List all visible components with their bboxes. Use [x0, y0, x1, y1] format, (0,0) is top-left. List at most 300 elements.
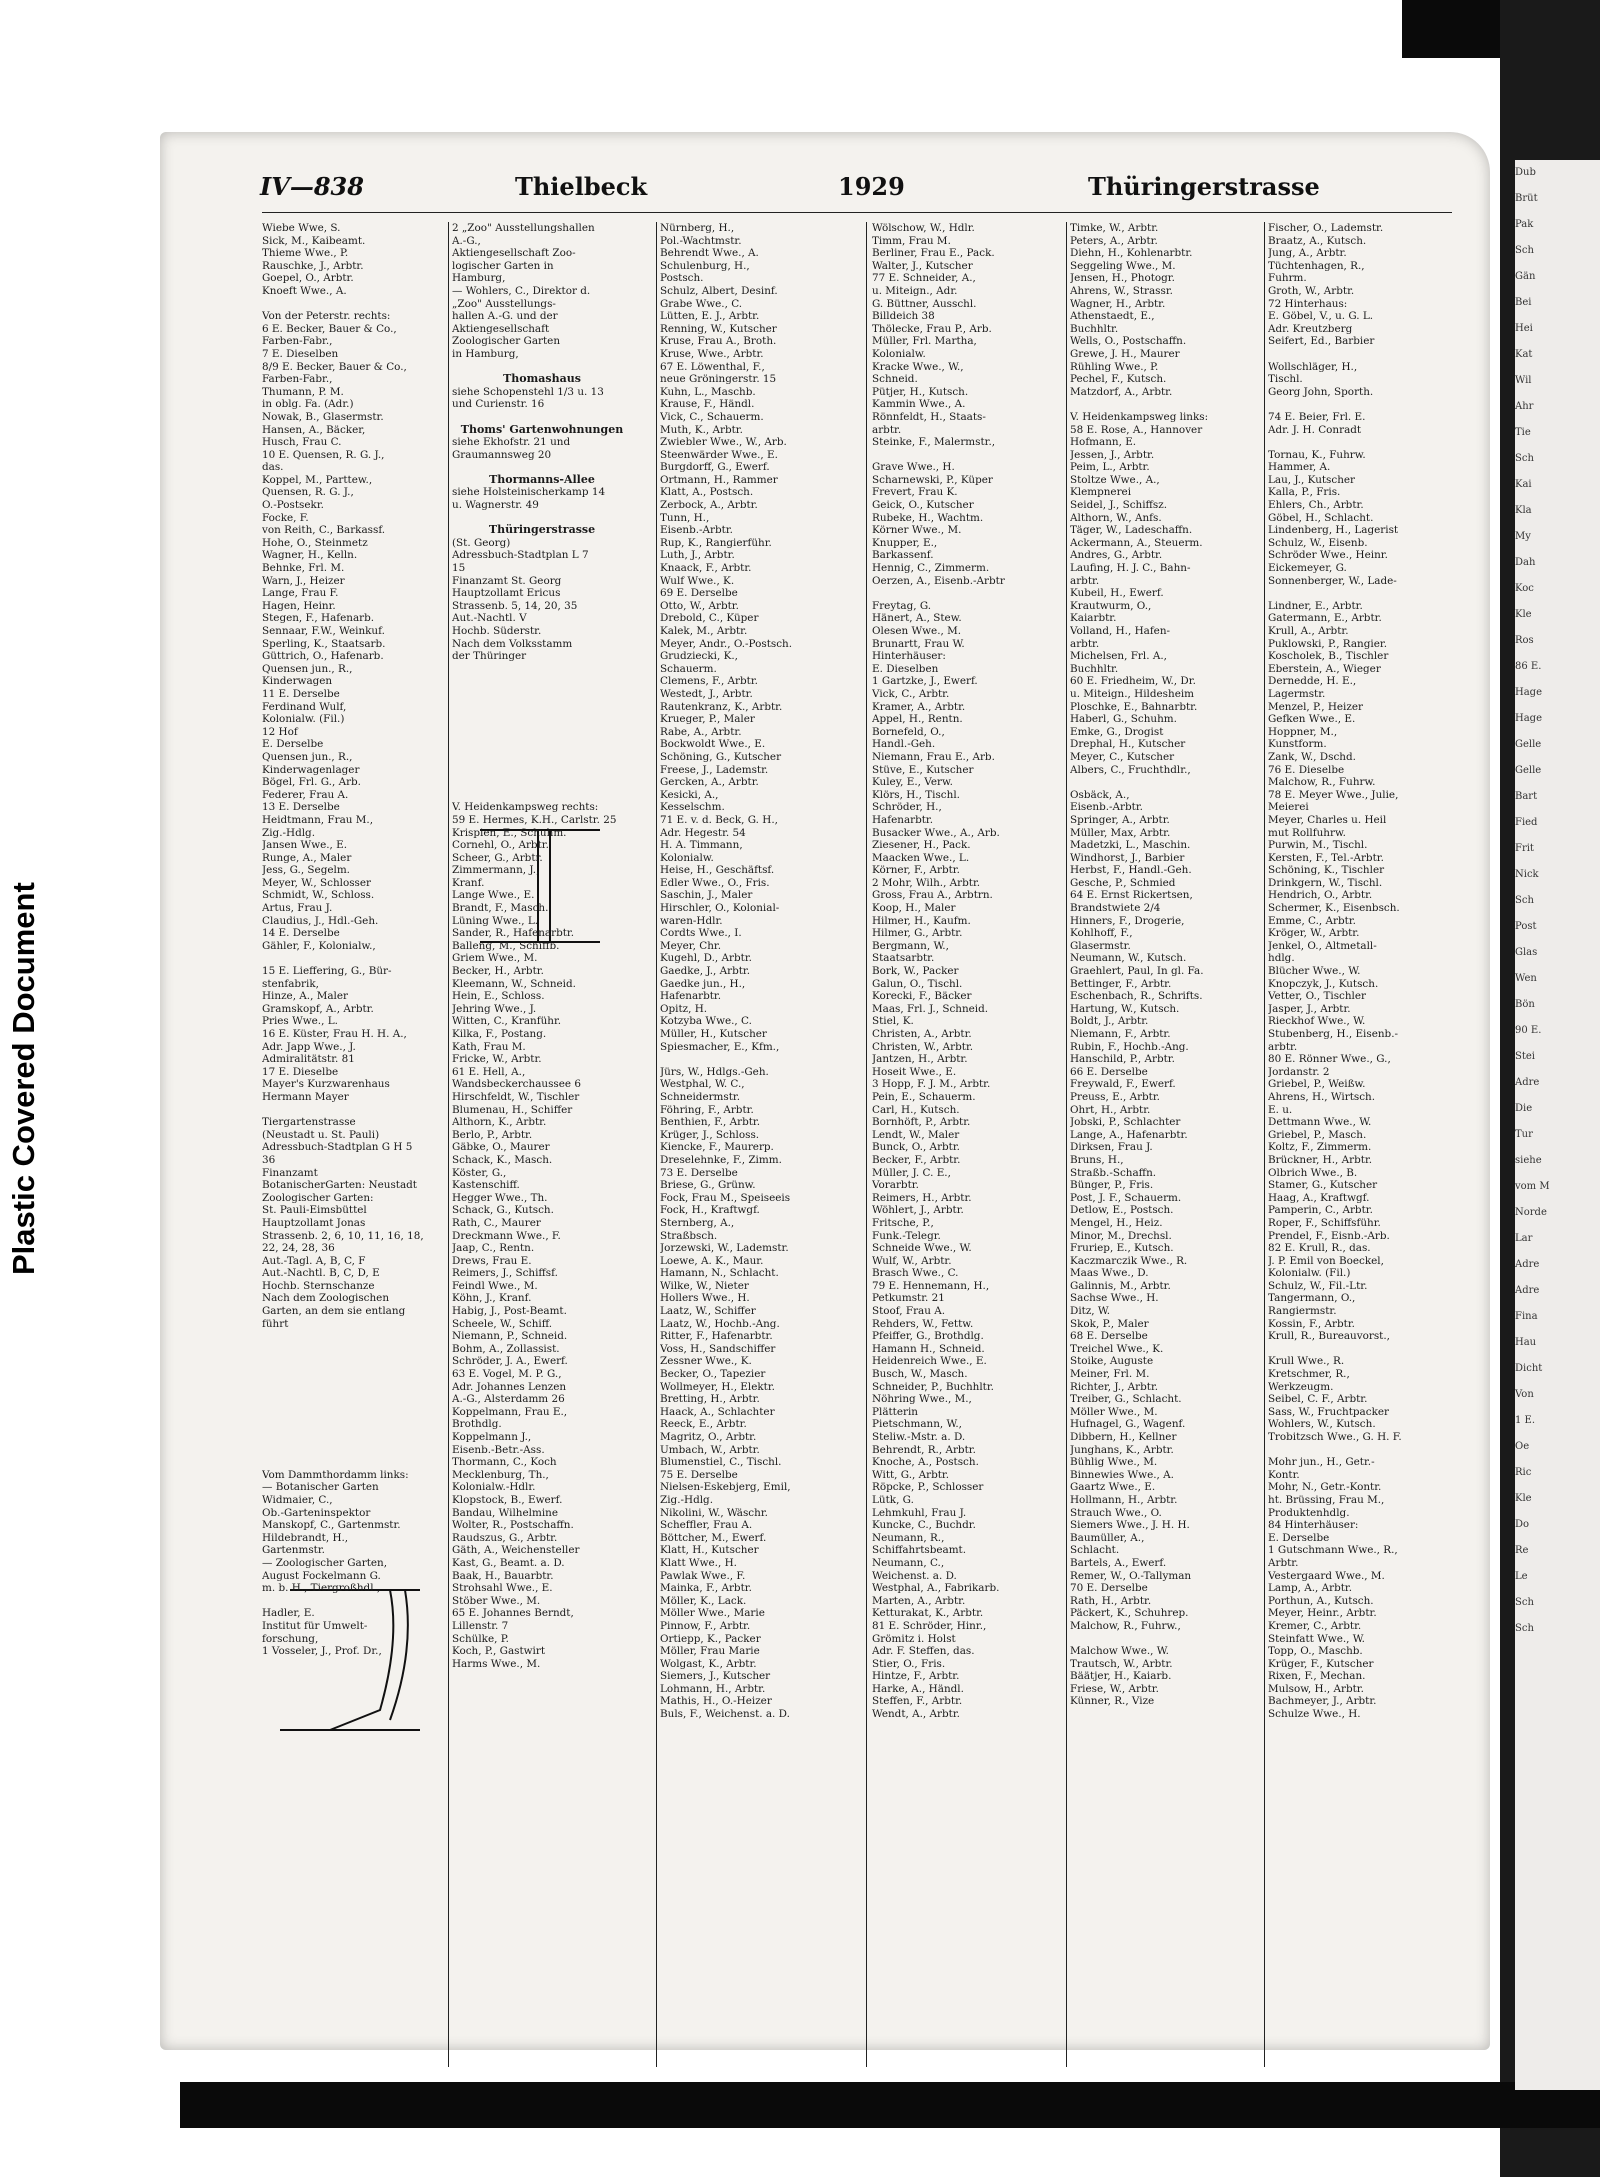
- directory-entry: Knaack, F., Arbtr.: [660, 562, 752, 575]
- directory-entry: Föhring, F., Arbtr.: [660, 1103, 754, 1116]
- directory-entry: Dreckmann Wwe., F.: [452, 1229, 561, 1242]
- directory-entry: Strassenb. 2, 6, 10, 11, 16, 18,: [262, 1229, 424, 1242]
- directory-entry: Lindner, E., Arbtr.: [1268, 599, 1363, 612]
- directory-entry: Knoeft Wwe., A.: [262, 284, 347, 297]
- directory-entry: Ohrt, H., Arbtr.: [1070, 1103, 1151, 1116]
- directory-entry: J. P. Emil von Boeckel,: [1268, 1254, 1384, 1267]
- directory-entry: Brunartt, Frau W.: [872, 637, 965, 650]
- directory-entry: Mainka, F., Arbtr.: [660, 1582, 752, 1595]
- directory-entry: Goepel, O., Arbtr.: [262, 272, 354, 285]
- directory-entry: Pawlak Wwe., F.: [660, 1569, 746, 1582]
- adjacent-page-fragment: Pak: [1515, 219, 1534, 230]
- directory-entry: ht. Brüssing, Frau M.,: [1268, 1493, 1385, 1506]
- directory-entry: Hartung, W., Kutsch.: [1070, 1002, 1180, 1015]
- directory-entry: Jess, G., Segelm.: [262, 864, 350, 877]
- directory-entry: Schack, G., Kutsch.: [452, 1204, 554, 1217]
- directory-entry: Hermann Mayer: [262, 1090, 349, 1103]
- directory-entry: Brasch Wwe., C.: [872, 1267, 959, 1280]
- directory-entry: Hilmer, H., Kaufm.: [872, 914, 971, 927]
- directory-entry: Lagermstr.: [1268, 687, 1326, 700]
- directory-entry: 7 E. Dieselben: [262, 347, 339, 360]
- directory-entry: Reimers, H., Arbtr.: [872, 1191, 972, 1204]
- directory-entry: Busch, W., Masch.: [872, 1368, 968, 1381]
- directory-entry: Petkumstr. 21: [872, 1292, 945, 1305]
- directory-entry: 8/9 E. Becker, Bauer & Co.,: [262, 360, 407, 373]
- directory-entry: Opitz, H.: [660, 1002, 708, 1015]
- column-4: [872, 222, 1050, 1721]
- adjacent-page-fragment: Sch: [1515, 1623, 1534, 1634]
- directory-entry: [262, 1393, 432, 1406]
- directory-entry: Kiencke, F., Maurerp.: [660, 1141, 774, 1154]
- directory-entry: [1268, 587, 1456, 600]
- directory-entry: [1268, 348, 1456, 361]
- directory-entry: 22, 24, 28, 36: [262, 1242, 335, 1255]
- directory-entry: Sander, R., Hafenarbtr.: [452, 927, 575, 940]
- directory-entry: Krull, R., Bureauvorst.,: [1268, 1330, 1390, 1343]
- adjacent-page-fragment: Hage: [1515, 687, 1543, 698]
- directory-entry: Steenwärder Wwe., E.: [660, 448, 778, 461]
- directory-entry: Scharnewski, P., Küper: [872, 473, 993, 486]
- directory-entry: [452, 461, 632, 474]
- directory-entry: Grewe, J. H., Maurer: [1070, 347, 1180, 360]
- directory-entry: [262, 1355, 432, 1368]
- directory-entry: Clemens, F., Arbtr.: [660, 675, 758, 688]
- directory-entry: Sachse Wwe., H.: [1070, 1292, 1159, 1305]
- directory-entry: Ortiepp, K., Packer: [660, 1632, 761, 1645]
- directory-entry: Schröder, J. A., Ewerf.: [452, 1355, 568, 1368]
- directory-entry: forschung,: [262, 1632, 319, 1645]
- directory-entry: Sperling, K., Staatsarb.: [262, 637, 386, 650]
- column-6: [1268, 222, 1456, 1721]
- directory-entry: Jordanstr. 2: [1268, 1065, 1330, 1078]
- directory-entry: Krüger, F., Kutscher: [1268, 1657, 1374, 1670]
- directory-entry: das.: [262, 461, 284, 474]
- directory-entry: [660, 1053, 840, 1066]
- directory-entry: Becker, F., Arbtr.: [872, 1153, 961, 1166]
- directory-entry: Maacken Wwe., L.: [872, 851, 970, 864]
- directory-entry: Bartels, A., Ewerf.: [1070, 1556, 1167, 1569]
- directory-entry: Becker, O., Tapezier: [660, 1368, 766, 1381]
- directory-entry: Preuss, E., Arbtr.: [1070, 1090, 1160, 1103]
- directory-entry: Plätterin: [872, 1405, 918, 1418]
- directory-entry: Prendel, F., Eisnb.-Arb.: [1268, 1229, 1390, 1242]
- directory-entry: Minor, M., Drechsl.: [1070, 1229, 1172, 1242]
- directory-entry: Hirschfeldt, W., Tischler: [452, 1090, 580, 1103]
- directory-entry: Lange Wwe., E.: [452, 889, 535, 902]
- directory-entry: Westphal, W. C.,: [660, 1078, 745, 1091]
- directory-entry: Rangiermstr.: [1268, 1305, 1337, 1318]
- directory-entry: führt: [262, 1317, 289, 1330]
- directory-entry: Adr. Hegestr. 54: [660, 826, 746, 839]
- directory-entry: Koppelmann J.,: [452, 1431, 532, 1443]
- directory-entry: E. Derselbe: [1268, 1531, 1330, 1544]
- directory-entry: Vorarbtr.: [872, 1179, 919, 1192]
- directory-entry: Schöning, K., Tischler: [1268, 864, 1385, 877]
- directory-entry: Kolonialw.: [872, 347, 926, 360]
- directory-entry: Heidenreich Wwe., E.: [872, 1355, 987, 1368]
- directory-entry: Habig, J., Post-Beamt.: [452, 1305, 567, 1318]
- directory-entry: Jasper, J., Arbtr.: [1268, 1002, 1351, 1015]
- directory-entry: Pütjer, H., Kutsch.: [872, 385, 969, 398]
- directory-entry: Schulze Wwe., H.: [1268, 1708, 1361, 1721]
- directory-entry: Haag, A., Kraftwgf.: [1268, 1191, 1370, 1204]
- directory-entry: Kolonialw.: [660, 851, 714, 864]
- directory-entry: Ahrens, H., Wirtsch.: [1268, 1090, 1376, 1103]
- directory-entry: Stüve, E., Kutscher: [872, 763, 974, 776]
- directory-entry: Wölschow, W., Hdlr.: [872, 222, 975, 234]
- directory-entry: Hochb. Süderstr.: [452, 625, 542, 637]
- adjacent-page-fragment: Kle: [1515, 609, 1532, 620]
- directory-entry: 73 E. Derselbe: [660, 1166, 738, 1179]
- directory-entry: Rehders, W., Fettw.: [872, 1317, 974, 1330]
- directory-entry: Hoseit Wwe., E.: [872, 1065, 957, 1078]
- directory-entry: stenfabrik,: [262, 977, 319, 990]
- directory-entry: Bork, W., Packer: [872, 965, 959, 978]
- directory-entry: Körner Wwe., M.: [872, 524, 962, 537]
- directory-entry: Kunstform.: [1268, 738, 1327, 751]
- directory-entry: Dettmann Wwe., W.: [1268, 1116, 1372, 1129]
- directory-entry: Hirschler, O., Kolonial-: [660, 902, 780, 915]
- directory-entry: Zimmermann, J.,: [452, 864, 540, 877]
- directory-entry: siehe Holsteinischerkamp 14: [452, 486, 606, 499]
- directory-entry: Niemann, F., Arbtr.: [1070, 1028, 1171, 1040]
- directory-entry: [262, 1456, 432, 1469]
- directory-entry: logischer Garten in: [452, 259, 554, 272]
- directory-entry: Köster, G.,: [452, 1166, 507, 1179]
- directory-entry: Weichenst. a. D.: [872, 1569, 957, 1582]
- directory-entry: Schneider, P., Buchhltr.: [872, 1380, 994, 1393]
- directory-entry: Jorzewski, W., Lademstr.: [660, 1242, 789, 1255]
- adjacent-page-fragment: Bart: [1515, 791, 1538, 802]
- directory-entry: Graehlert, Paul, In gl. Fa.: [1070, 965, 1204, 978]
- directory-entry: Kilka, F., Postang.: [452, 1028, 547, 1040]
- column-rule: [656, 222, 657, 2067]
- directory-entry: Schneidermstr.: [660, 1090, 741, 1103]
- directory-entry: Rath, H., Arbtr.: [1070, 1594, 1152, 1607]
- directory-entry: Kuhn, L., Maschb.: [660, 385, 756, 398]
- directory-entry: Reimers, J., Schiffsf.: [452, 1267, 558, 1280]
- directory-entry: Trautsch, W., Arbtr.: [1070, 1657, 1173, 1670]
- directory-entry: Klempnerei: [1070, 486, 1132, 499]
- directory-entry: Eberstein, A., Wieger: [1268, 662, 1381, 675]
- directory-entry: Baumüller, A.,: [1070, 1531, 1145, 1544]
- directory-entry: Drebold, C., Küper: [660, 612, 759, 625]
- directory-entry: [262, 1406, 432, 1419]
- directory-entry: Hagen, Heinr.: [262, 599, 336, 612]
- adjacent-page-fragment: Re: [1515, 1545, 1529, 1556]
- adjacent-page-fragment: Oe: [1515, 1441, 1530, 1452]
- directory-entry: Hochb. Sternschanze: [262, 1279, 375, 1292]
- directory-entry: Heise, H., Geschäftsf.: [660, 864, 775, 877]
- directory-entry: Hilmer, G., Arbtr.: [872, 927, 963, 940]
- directory-entry: [452, 411, 632, 424]
- directory-entry: Meyer, Chr.: [660, 939, 722, 952]
- directory-entry: 71 E. v. d. Beck, G. H.,: [660, 813, 778, 826]
- directory-entry: Kaiarbtr.: [1070, 612, 1117, 625]
- directory-entry: Krull, A., Arbtr.: [1268, 625, 1349, 637]
- directory-entry: Nielsen-Eskebjerg, Emil,: [660, 1481, 791, 1494]
- directory-entry: Neumann, W., Kutsch.: [1070, 952, 1187, 965]
- directory-entry: Lütten, E. J., Arbtr.: [660, 310, 760, 323]
- directory-entry: Behrendt Wwe., A.: [660, 247, 759, 260]
- adjacent-page-fragment: My: [1515, 531, 1531, 542]
- adjacent-page-fragment: Dub: [1515, 167, 1536, 178]
- directory-entry: Adr. F. Steffen, das.: [872, 1645, 975, 1658]
- directory-entry: Witten, C., Kranführ.: [452, 1015, 562, 1028]
- directory-entry: Hammer, A.: [1268, 461, 1331, 474]
- directory-entry: Wilke, W., Nieter: [660, 1279, 749, 1292]
- adjacent-page-fragment: Ros: [1515, 635, 1534, 646]
- directory-entry: Kast, G., Beamt. a. D.: [452, 1556, 565, 1569]
- directory-entry: (St. Georg): [452, 536, 511, 549]
- directory-entry: Freywald, F., Ewerf.: [1070, 1078, 1176, 1091]
- directory-entry: Nikolini, W., Wäschr.: [660, 1506, 768, 1519]
- directory-entry: Kaczmarczik Wwe., R.: [1070, 1254, 1188, 1267]
- directory-entry: Krueger, P., Maler: [660, 713, 755, 726]
- directory-entry: Tornau, K., Fuhrw.: [1268, 448, 1366, 461]
- directory-entry: Rautenkranz, K., Arbtr.: [660, 700, 783, 713]
- directory-entry: 79 E. Hennemann, H.,: [872, 1279, 990, 1292]
- directory-entry: Brandstwiete 2/4: [1070, 902, 1161, 915]
- directory-entry: in Hamburg,: [452, 347, 519, 360]
- directory-entry: Springer, A., Arbtr.: [1070, 813, 1170, 826]
- directory-entry: Lüning Wwe., L.: [452, 914, 539, 927]
- directory-entry: Ortmann, H., Rammer: [660, 473, 778, 486]
- directory-entry: Griebel, P., Weißw.: [1268, 1078, 1366, 1091]
- directory-entry: Galun, O., Tischl.: [872, 977, 963, 990]
- directory-entry: Bretting, H., Arbtr.: [660, 1393, 760, 1406]
- directory-entry: 69 E. Derselbe: [660, 587, 738, 600]
- directory-entry: Sonnenberger, W., Lade-: [1268, 574, 1397, 587]
- directory-entry: Kastenschiff.: [452, 1179, 520, 1192]
- directory-entry: Steffen, F., Arbtr.: [872, 1695, 963, 1708]
- adjacent-page-fragment: Bei: [1515, 297, 1532, 308]
- directory-entry: Werkzeugm.: [1268, 1380, 1334, 1393]
- directory-entry: Barkassenf.: [872, 549, 934, 562]
- directory-entry: 82 E. Krull, R., das.: [1268, 1242, 1371, 1255]
- directory-entry: Von der Peterstr. rechts:: [262, 310, 391, 323]
- directory-entry: Trobitzsch Wwe., G. H. F.: [1268, 1431, 1402, 1443]
- directory-entry: [872, 449, 1050, 462]
- directory-entry: 1 Vosseler, J., Prof. Dr.,: [262, 1645, 382, 1658]
- directory-entry: Bühlig Wwe., M.: [1070, 1456, 1158, 1469]
- directory-entry: Jantzen, H., Arbtr.: [872, 1053, 968, 1066]
- directory-entry: von Reith, C., Barkassf.: [262, 524, 386, 537]
- directory-entry: Zoologischer Garten:: [262, 1191, 374, 1204]
- directory-entry: Klopstock, B., Ewerf.: [452, 1493, 563, 1506]
- directory-entry: Behnke, Frl. M.: [262, 562, 345, 575]
- directory-entry: Jensen, H., Photogr.: [1070, 272, 1175, 285]
- directory-entry: Kretschmer, R.,: [1268, 1368, 1350, 1381]
- directory-entry: Künner, R., Vize: [1070, 1695, 1155, 1708]
- directory-entry: Seidel, J., Schiffsz.: [1070, 499, 1168, 512]
- directory-entry: Haack, A., Schlachter: [660, 1405, 775, 1418]
- directory-entry: Mohr jun., H., Getr.-: [1268, 1456, 1375, 1469]
- adjacent-page-fragment: Kla: [1515, 505, 1532, 516]
- directory-entry: Rieckhof Wwe., W.: [1268, 1015, 1366, 1028]
- directory-entry: [1268, 1343, 1456, 1356]
- directory-entry: Kossin, F., Arbtr.: [1268, 1317, 1355, 1330]
- adjacent-page-fragment: Lar: [1515, 1233, 1533, 1244]
- directory-entry: Gähler, F., Kolonialw.,: [262, 939, 376, 952]
- adjacent-page-fragment: Brüt: [1515, 193, 1538, 204]
- directory-entry: Kolonialw.-Hdlr.: [452, 1481, 536, 1494]
- directory-entry: Sass, W., Fruchtpacker: [1268, 1405, 1389, 1418]
- directory-entry: Appel, H., Rentn.: [872, 713, 963, 726]
- directory-entry: Reeck, E., Arbtr.: [660, 1418, 747, 1431]
- directory-entry: Lange, Frau F.: [262, 587, 339, 600]
- directory-entry: Olesen Wwe., M.: [872, 625, 962, 637]
- directory-entry: Kinderwagen: [262, 675, 333, 688]
- directory-entry: Baak, H., Bauarbtr.: [452, 1569, 554, 1582]
- directory-entry: Brückner, H., Arbtr.: [1268, 1153, 1373, 1166]
- directory-entry: A.-G., Alsterdamm 26: [452, 1393, 565, 1406]
- directory-entry: Drews, Frau E.: [452, 1254, 532, 1267]
- directory-entry: Müller, J. C. E.,: [872, 1166, 951, 1179]
- adjacent-page-fragment: Frit: [1515, 843, 1534, 854]
- directory-entry: Laatz, W., Hochb.-Ang.: [660, 1317, 780, 1330]
- adjacent-page-fragment: Hage: [1515, 713, 1543, 724]
- directory-entry: Kersten, F., Tel.-Arbtr.: [1268, 851, 1384, 864]
- directory-entry: Westedt, J., Arbtr.: [660, 687, 753, 700]
- directory-entry: Hufnagel, G., Wagenf.: [1070, 1418, 1186, 1431]
- directory-entry: Hofmann, E.: [1070, 436, 1137, 449]
- directory-entry: Köhn, J., Kranf.: [452, 1292, 532, 1305]
- directory-entry: Artus, Frau J.: [262, 902, 333, 915]
- directory-entry: Garten, an dem sie entlang: [262, 1305, 406, 1318]
- directory-entry: Kubeil, H., Ewerf.: [1070, 587, 1164, 600]
- directory-entry: u. Miteign., Adr.: [872, 284, 958, 297]
- directory-entry: Balleng, M., Schiffb.: [452, 939, 560, 952]
- directory-entry: Thoms' Gartenwohnungen: [460, 422, 624, 436]
- directory-entry: Hendrich, O., Arbtr.: [1268, 889, 1373, 902]
- directory-entry: Thomashaus: [503, 372, 581, 386]
- directory-entry: waren-Hdlr.: [660, 914, 723, 927]
- directory-entry: 80 E. Rönner Wwe., G.,: [1268, 1053, 1391, 1066]
- directory-entry: G. Büttner, Ausschl.: [872, 297, 977, 310]
- directory-entry: Rönnfeldt, H., Staats-: [872, 410, 986, 423]
- directory-entry: Ehlers, Ch., Arbtr.: [1268, 499, 1364, 512]
- directory-entry: Hauptzollamt Jonas: [262, 1216, 366, 1229]
- directory-entry: 15 E. Lieffering, G., Bür-: [262, 965, 392, 978]
- directory-entry: St. Pauli-Eimsbüttel: [262, 1204, 367, 1217]
- adjacent-page-fragment: Sch: [1515, 1597, 1534, 1608]
- directory-entry: [452, 738, 632, 751]
- directory-entry: Drinkgern, W., Tischl.: [1268, 876, 1383, 889]
- directory-entry: Wulf Wwe., K.: [660, 574, 735, 587]
- directory-entry: [452, 726, 632, 739]
- directory-entry: 2 „Zoo" Ausstellungshallen: [452, 222, 595, 234]
- directory-entry: Wandsbeckerchaussee 6: [452, 1078, 581, 1091]
- directory-entry: Handl.-Geh.: [872, 738, 936, 751]
- directory-entry: u. Miteign., Hildesheim: [1070, 687, 1195, 700]
- directory-entry: Neumann, C.,: [872, 1556, 945, 1569]
- directory-entry: Jenkel, O., Altmetall-: [1268, 939, 1377, 952]
- directory-entry: Pfeiffer, G., Brothdlg.: [872, 1330, 984, 1343]
- directory-entry: Thölecke, Frau P., Arb.: [872, 322, 992, 335]
- directory-entry: Albers, C., Fruchthdlr.,: [1070, 763, 1191, 776]
- directory-entry: Neumann, R.,: [872, 1531, 945, 1544]
- directory-entry: [262, 1343, 432, 1356]
- directory-entry: Klatt Wwe., H.: [660, 1556, 737, 1569]
- directory-entry: Graumannsweg 20: [452, 448, 552, 461]
- directory-entry: Lohmann, H., Arbtr.: [660, 1682, 766, 1695]
- directory-entry: Täger, W., Ladeschaffn.: [1070, 524, 1193, 537]
- adjacent-page-fragment: Nick: [1515, 869, 1539, 880]
- directory-entry: mut Rollfuhrw.: [1268, 826, 1346, 839]
- directory-entry: Harms Wwe., M.: [452, 1657, 541, 1670]
- directory-entry: E. u.: [1268, 1103, 1293, 1116]
- directory-entry: Schermer, K., Eisenbsch.: [1268, 902, 1400, 915]
- directory-entry: Emme, C., Arbtr.: [1268, 914, 1356, 927]
- directory-entry: Nach dem Zoologischen: [262, 1292, 390, 1305]
- directory-entry: Ackermann, A., Steuerm.: [1070, 536, 1203, 549]
- directory-entry: Groth, W., Arbtr.: [1268, 284, 1355, 297]
- directory-entry: Bögel, Frl. G., Arb.: [262, 776, 361, 789]
- directory-entry: Bunck, O., Arbtr.: [872, 1141, 960, 1154]
- directory-entry: Spiesmacher, E., Kfm.,: [660, 1040, 780, 1053]
- directory-entry: der Thüringer: [452, 650, 527, 663]
- directory-entry: Becker, H., Arbtr.: [452, 965, 544, 978]
- directory-entry: Hohe, O., Steinmetz: [262, 536, 368, 549]
- directory-entry: Knupper, E.,: [872, 536, 938, 549]
- directory-entry: Tangermann, O.,: [1268, 1292, 1356, 1305]
- adjacent-page-fragment: siehe: [1515, 1155, 1542, 1166]
- directory-entry: Strohsahl Wwe., E.: [452, 1582, 553, 1595]
- directory-entry: Pietschmann, W.,: [872, 1418, 962, 1431]
- directory-entry: Seibel, C. F., Arbtr.: [1268, 1393, 1368, 1406]
- directory-entry: Oerzen, A., Eisenb.-Arbtr: [872, 574, 1005, 587]
- directory-entry: Hafenarbtr.: [872, 813, 934, 826]
- directory-entry: Finanzamt: [262, 1166, 318, 1179]
- directory-entry: Kremer, C., Arbtr.: [1268, 1619, 1362, 1632]
- directory-entry: Klatt, A., Postsch.: [660, 486, 754, 499]
- directory-entry: Thormanns-Allee: [489, 472, 595, 486]
- directory-entry: Runge, A., Maler: [262, 851, 352, 864]
- directory-entry: Gäbke, O., Maurer: [452, 1141, 550, 1154]
- directory-entry: Kalek, M., Arbtr.: [660, 625, 748, 637]
- directory-entry: Braatz, A., Kutsch.: [1268, 234, 1367, 247]
- directory-entry: Gatermann, E., Arbtr.: [1268, 612, 1382, 625]
- directory-entry: Maas Wwe., D.: [1070, 1267, 1149, 1280]
- directory-entry: Rühling Wwe., P.: [1070, 360, 1159, 373]
- directory-entry: [262, 1595, 432, 1608]
- directory-entry: Stubenberg, H., Eisenb.-: [1268, 1028, 1399, 1040]
- directory-entry: siehe Schopenstehl 1/3 u. 13: [452, 385, 604, 398]
- directory-entry: (Neustadt u. St. Pauli): [262, 1128, 380, 1141]
- directory-entry: Lillenstr. 7: [452, 1619, 509, 1632]
- adjacent-page-fragment: Kle: [1515, 1493, 1532, 1504]
- directory-entry: 64 E. Ernst Rickertsen,: [1070, 889, 1193, 902]
- directory-entry: Knoche, A., Postsch.: [872, 1456, 979, 1469]
- directory-entry: Michelsen, Frl. A.,: [1070, 650, 1167, 663]
- directory-entry: Steliw.-Mstr. a. D.: [872, 1431, 966, 1443]
- directory-entry: siehe Ekhofstr. 21 und: [452, 436, 571, 449]
- directory-entry: BotanischerGarten: Neustadt: [262, 1179, 417, 1192]
- directory-entry: Mulsow, H., Arbtr.: [1268, 1682, 1364, 1695]
- directory-entry: Sternberg, A.,: [660, 1216, 735, 1229]
- directory-entry: [1070, 1633, 1250, 1646]
- directory-entry: Koppelmann, Frau E.,: [452, 1405, 568, 1418]
- directory-entry: Remer, W., O.-Tallyman: [1070, 1569, 1192, 1582]
- directory-entry: Siemers Wwe., J. H. H.: [1070, 1519, 1190, 1532]
- directory-entry: Rubeke, H., Wachtm.: [872, 511, 984, 524]
- directory-entry: H. A. Timmann,: [660, 839, 743, 852]
- directory-entry: Wollmeyer, H., Elektr.: [660, 1380, 775, 1393]
- directory-entry: Fock, H., Kraftwgf.: [660, 1204, 760, 1217]
- directory-entry: Purwin, M., Tischl.: [1268, 839, 1368, 852]
- directory-entry: Ditz, W.: [1070, 1305, 1111, 1318]
